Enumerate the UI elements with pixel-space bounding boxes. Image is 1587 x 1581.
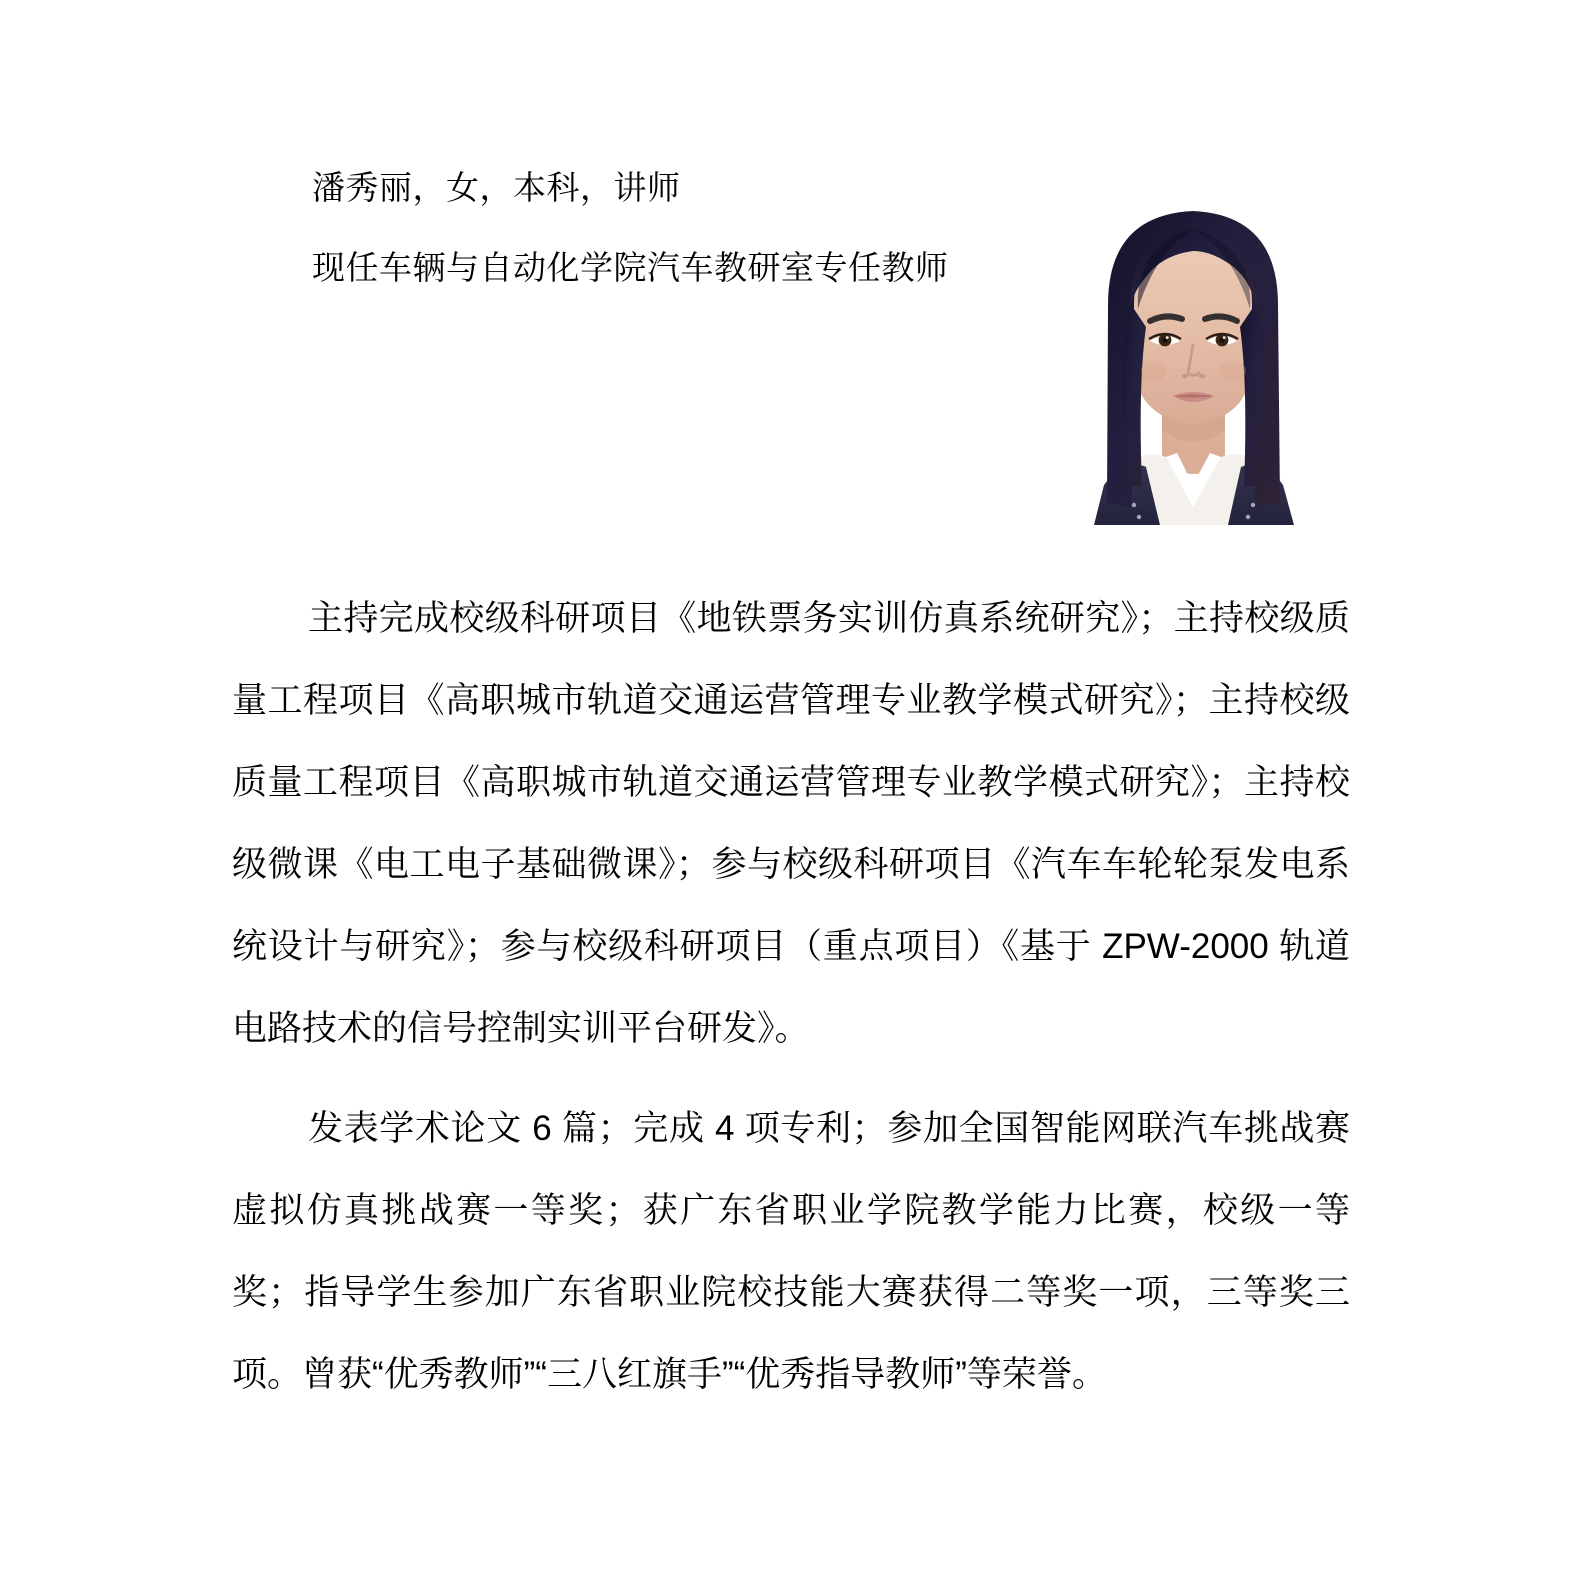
teacher-name-line: 潘秀丽，女，本科，讲师 — [312, 169, 681, 206]
teacher-header — [312, 148, 1032, 308]
teacher-position-line: 现任车辆与自动化学院汽车教研室专任教师 — [312, 249, 949, 286]
portrait-illustration — [1042, 185, 1345, 525]
paragraph-projects: 主持完成校级科研项目《地铁票务实训仿真系统研究》；主持校级质量工程项目《高职城市轨道交通运营管理专业教学模式研究》；主持校级质量工程项目《高职城市轨道交通运营管理专业教学模式研究》；主持校级微课《电工电子基础微课》；参与校级科研项目《汽车车轮轮泵发电系统设计与研究》；参与校级科研项目（重点项目）《基于 ZPW-2000 轨道电路技术的信号控制实训平台研发》。 — [232, 599, 1350, 1048]
paragraph-achievements: 发表学术论文 6 篇；完成 4 项专利；参加全国智能网联汽车挑战赛虚拟仿真挑战赛一等奖；获广东省职业学院教学能力比赛，校级一等奖；指导学生参加广东省职业院校技能大赛获得二等奖一项，三等奖三项。曾获“优秀教师”“三八红旗手”“优秀指导教师”等荣誉。 — [232, 1109, 1350, 1394]
portrait-photo — [1042, 185, 1345, 525]
biography-body — [232, 578, 1350, 1416]
